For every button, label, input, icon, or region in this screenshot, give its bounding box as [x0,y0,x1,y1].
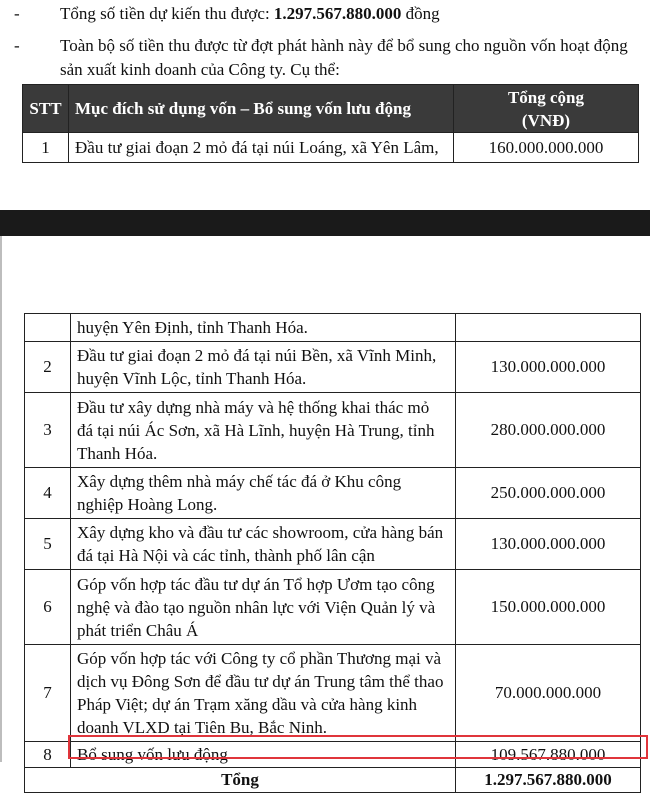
row-amount: 130.000.000.000 [456,519,641,570]
row-purpose: Đầu tư giai đoạn 2 mỏ đá tại núi Bền, xã Vĩnh Minh, huyện Vĩnh Lộc, tỉnh Thanh Hóa. [71,342,456,393]
document-page-2 [0,236,650,789]
row-stt: 2 [25,342,71,393]
header-total-unit: (VNĐ) [521,110,571,130]
table-row [25,519,641,570]
table-row-continuation [25,314,641,342]
row-purpose: Xây dựng kho và đầu tư các showroom, cửa hàng bán đá tại Hà Nội và các tỉnh, thành phố lân cận [71,519,456,570]
header-total-label: Tổng cộng [507,87,585,107]
bullet-dash: - [14,36,20,55]
proceeds-usage-paragraph [60,34,640,82]
row-purpose: Đầu tư giai đoạn 2 mỏ đá tại núi Loáng, xã Yên Lâm, [69,133,454,163]
expected-proceeds-label: Tổng số tiền dự kiến thu được: [60,4,274,23]
table-row [25,393,641,468]
header-stt: STT [23,85,69,133]
expected-proceeds-unit: đồng [401,4,440,23]
page-break-divider [0,210,650,236]
row-purpose: Bổ sung vốn lưu động [71,742,456,768]
row-purpose: Góp vốn hợp tác đầu tư dự án Tổ hợp Ươm tạo công nghệ và đào tạo nguồn nhân lực với Viện Quản lý và phát triển Châu Á [71,570,456,645]
table-header-row [23,85,639,133]
row-amount: 160.000.000.000 [454,133,639,163]
bullet-dash: - [14,4,20,23]
usage-table-part-2 [24,313,641,793]
row-stt: 6 [25,570,71,645]
expected-proceeds-line [60,2,640,26]
proceeds-usage-line-1: Toàn bộ số tiền thu được từ đợt phát hành này để bổ sung cho nguồn vốn hoạt động [60,36,628,55]
expected-proceeds-amount: 1.297.567.880.000 [273,4,402,23]
header-total [454,85,639,133]
total-amount: 1.297.567.880.000 [456,768,641,793]
row-stt: 4 [25,468,71,519]
row-stt: 3 [25,393,71,468]
row-purpose: Đầu tư xây dựng nhà máy và hệ thống khai thác mỏ đá tại núi Ác Sơn, xã Hà Lĩnh, huyện Hà Trung, tỉnh Thanh Hóa. [71,393,456,468]
table-total-row [25,768,641,793]
row-amount: 109.567.880.000 [456,742,641,768]
table-row [25,468,641,519]
header-purpose: Mục đích sử dụng vốn – Bổ sung vốn lưu động [69,85,454,133]
total-label: Tổng [25,768,456,793]
table-row [25,342,641,393]
row-stt: 7 [25,645,71,742]
row-amount: 280.000.000.000 [456,393,641,468]
proceeds-usage-line-2: sản xuất kinh doanh của Công ty. Cụ thể: [60,60,340,79]
table-row [25,570,641,645]
row-amount-empty [456,314,641,342]
row-purpose: Góp vốn hợp tác với Công ty cổ phần Thương mại và dịch vụ Đông Sơn để đầu tư dự án Trung tâm thể thao Pháp Việt; dự án Trạm xăng dầu và cửa hàng kinh doanh VLXD tại Tiên Bu, Bắc Ninh. [71,645,456,742]
row-stt: 8 [25,742,71,768]
row-stt: 5 [25,519,71,570]
table-row [23,133,639,163]
document-page-1 [0,0,650,210]
table-row [25,645,641,742]
row-stt: 1 [23,133,69,163]
row-stt-empty [25,314,71,342]
row-amount: 130.000.000.000 [456,342,641,393]
table-row [25,742,641,768]
row-amount: 150.000.000.000 [456,570,641,645]
row-amount: 70.000.000.000 [456,645,641,742]
row-purpose-continuation: huyện Yên Định, tỉnh Thanh Hóa. [71,314,456,342]
row-amount: 250.000.000.000 [456,468,641,519]
usage-table-part-1 [22,84,639,163]
row-purpose: Xây dựng thêm nhà máy chế tác đá ở Khu công nghiệp Hoàng Long. [71,468,456,519]
